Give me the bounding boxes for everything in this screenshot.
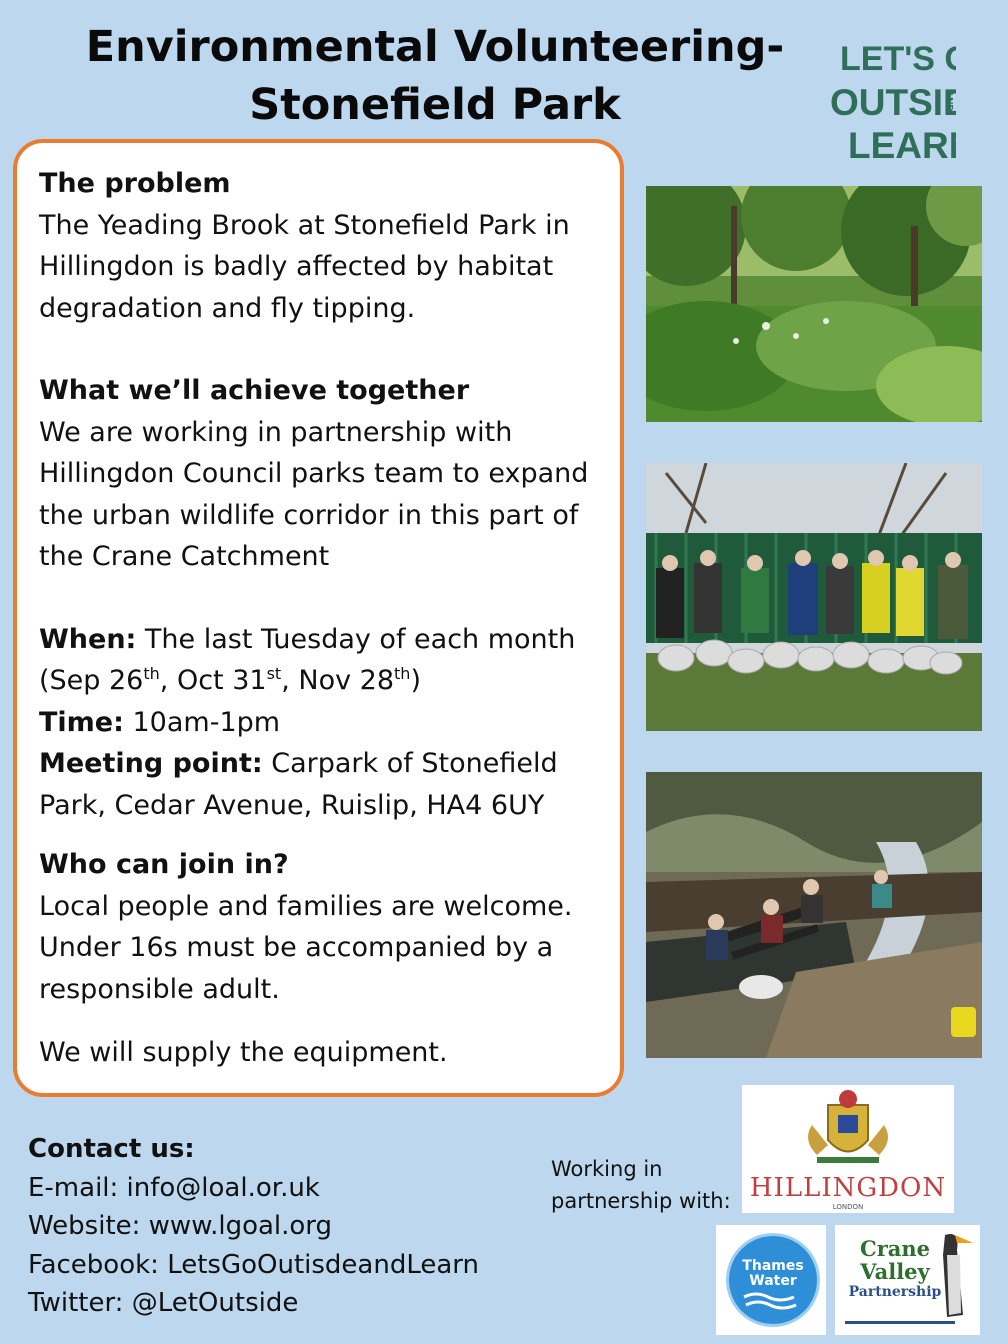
date-part: , Oct 31 xyxy=(159,665,267,696)
partnership-label: Working in partnership with: xyxy=(551,1157,731,1213)
info-card xyxy=(13,139,624,1097)
contact-twitter[interactable]: Twitter: @LetOutside xyxy=(28,1288,299,1318)
volunteers-photo xyxy=(646,463,982,731)
page-title xyxy=(60,18,810,134)
date-part: , Nov 28 xyxy=(281,665,395,696)
logo-text-2: OUTSI xyxy=(830,82,944,123)
lets-go-outside-logo xyxy=(826,30,956,170)
brook-photo xyxy=(646,772,982,1058)
meeting-line xyxy=(39,743,614,826)
thames-water-logo xyxy=(716,1225,826,1335)
meeting-text: Carpark of Stonefield Park, Cedar Avenue, Ruislip, HA4 6UY xyxy=(39,748,558,821)
when-line xyxy=(39,619,614,661)
contact-section xyxy=(28,1130,528,1323)
thames-line-1: Thames xyxy=(742,1258,804,1274)
contact-website[interactable]: Website: www.lgoal.org xyxy=(28,1211,333,1241)
date-part: ) xyxy=(410,665,421,696)
problem-text: The Yeading Brook at Stonefield Park in Hillingdon is badly affected by habitat degradation and fly tipping. xyxy=(39,209,570,324)
when-label: When: xyxy=(39,623,137,655)
park-photo xyxy=(646,186,982,422)
date-sup: st xyxy=(266,664,282,683)
title-line-1: Environmental Volunteering- xyxy=(85,22,785,72)
logo-text-small: AND xyxy=(943,90,954,112)
time-text: 10am-1pm xyxy=(123,706,281,738)
when-text: The last Tuesday of each month xyxy=(136,623,576,655)
hillingdon-sub: LONDON xyxy=(832,1203,864,1211)
date-sup: th xyxy=(143,664,160,683)
dates-line xyxy=(39,660,614,702)
contact-heading: Contact us: xyxy=(28,1134,195,1164)
thames-line-2: Water xyxy=(749,1273,797,1289)
title-line-2: Stonefield Park xyxy=(249,80,621,130)
problem-heading: The problem xyxy=(39,168,231,199)
equipment-text: We will supply the equipment. xyxy=(39,1037,448,1068)
achieve-text: We are working in partnership with Hillingdon Council parks team to expand the urban wildlife corridor in this part of the Crane Catchment xyxy=(39,416,589,572)
logo-text-3: LEAR xyxy=(848,125,949,166)
logo-text-1: LET'S xyxy=(840,40,935,78)
hillingdon-text: HILLINGDON xyxy=(749,1173,947,1203)
time-label: Time: xyxy=(39,706,124,738)
date-part: (Sep 26 xyxy=(39,665,144,696)
crane-line-1: Crane xyxy=(859,1236,930,1261)
join-heading: Who can join in? xyxy=(39,849,289,880)
achieve-heading: What we’ll achieve together xyxy=(39,375,470,406)
date-sup: th xyxy=(394,664,411,683)
crane-valley-logo xyxy=(835,1225,980,1335)
hillingdon-logo xyxy=(742,1085,954,1213)
join-text: Local people and families are welcome. Under 16s must be accompanied by a responsible adult. xyxy=(39,890,573,1005)
contact-email[interactable]: E-mail: info@loal.or.uk xyxy=(28,1172,320,1203)
crane-line-3: Partnership xyxy=(848,1284,942,1300)
time-line xyxy=(39,702,614,744)
contact-facebook[interactable]: Facebook: LetsGoOutisdeandLearn xyxy=(28,1249,480,1280)
meeting-label: Meeting point: xyxy=(39,748,263,779)
crane-line-2: Valley xyxy=(860,1259,930,1284)
